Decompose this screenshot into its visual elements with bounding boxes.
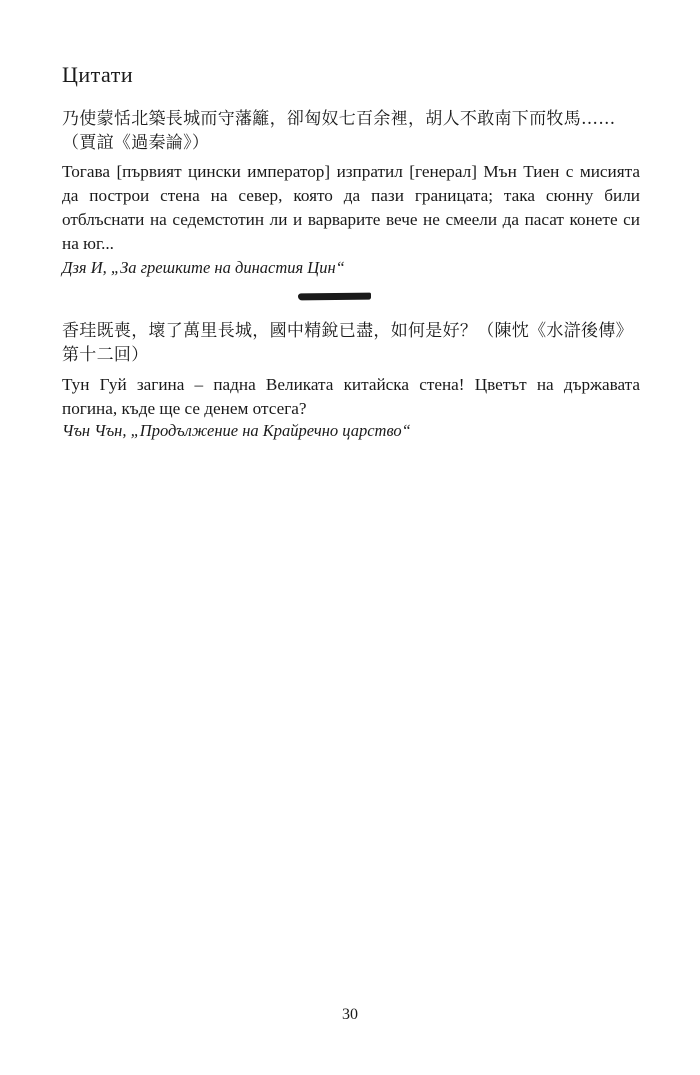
quote-2-original: 香珪既喪，壞了萬里長城，國中精銳已盡，如何是好？（陳忱《水滸後傳》第十二回）	[62, 321, 633, 365]
section-heading: Цитати	[62, 62, 134, 87]
quote-2-source: Чън Чън, „Продължение на Крайречно царство“	[62, 421, 411, 440]
brush-stroke-divider	[298, 293, 371, 301]
quote-1-original: 乃使蒙恬北築長城而守藩籬，卻匈奴七百余裡，胡人不敢南下而牧馬……（賈誼《過秦論》）	[62, 109, 616, 153]
quote-1-source: Дзя И, „За грешките на династия Цин“	[62, 258, 345, 277]
page-number: 30	[342, 1006, 358, 1023]
quote-2-translation: Тун Гуй загина – падна Великата китайска стена! Цветът на държавата погина, къде ще се денем отсега?	[62, 375, 640, 418]
quote-1-translation: Тогава [първият цински император] изпратил [генерал] Мън Тиен с мисията да построи стена на север, която да пази границата; така сюнну били отблъснати на седемстотин ли и варварите вече не смеели да пасат конете си на юг...	[62, 162, 640, 253]
